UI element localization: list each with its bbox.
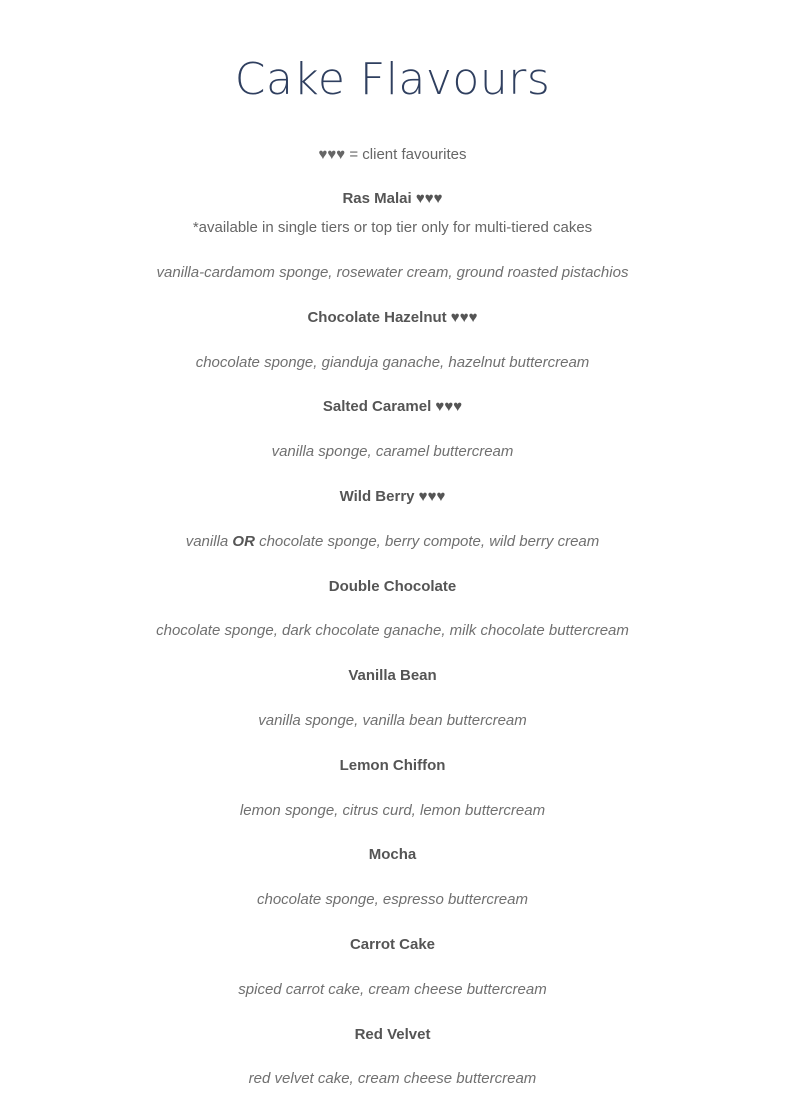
flavour-name: Salted Caramel ♥♥♥ [322, 398, 463, 415]
flavour-description: vanilla sponge, vanilla bean buttercream [258, 712, 527, 729]
description-prefix: vanilla [185, 533, 229, 550]
flavour-name: Vanilla Bean [348, 667, 437, 684]
flavour-description: spiced carrot cake, cream cheese buttercream [238, 981, 547, 998]
flavour-description: chocolate sponge, dark chocolate ganache, milk chocolate buttercream [156, 622, 629, 639]
flavour-name: Double Chocolate [328, 578, 457, 595]
description-suffix: chocolate sponge, berry compote, wild berry cream [259, 533, 600, 550]
flavour-name: Lemon Chiffon [339, 757, 446, 774]
flavour-description: vanilla sponge, caramel buttercream [271, 443, 514, 460]
flavour-name: Red Velvet [354, 1026, 431, 1043]
flavour-name: Mocha [368, 846, 417, 863]
flavour-note: *available in single tiers or top tier only for multi-tiered cakes [192, 219, 593, 236]
page-title: Cake Flavours [234, 54, 551, 105]
flavour-description [0, 532, 785, 552]
flavour-name: Carrot Cake [349, 936, 436, 953]
flavour-description: vanilla-cardamom sponge, rosewater cream, ground roasted pistachios [156, 264, 629, 281]
flavour-description: chocolate sponge, gianduja ganache, hazelnut buttercream [195, 354, 590, 371]
flavour-description: chocolate sponge, espresso buttercream [257, 891, 528, 908]
description-emphasis: OR [232, 533, 255, 550]
flavour-name: Wild Berry ♥♥♥ [339, 488, 446, 505]
flavour-description: lemon sponge, citrus curd, lemon buttercream [239, 802, 546, 819]
favourites-legend: ♥♥♥ = client favourites [318, 146, 467, 163]
flavour-name: Ras Malai ♥♥♥ [342, 190, 443, 207]
flavour-description: red velvet cake, cream cheese buttercream [248, 1070, 537, 1087]
flavour-name: Chocolate Hazelnut ♥♥♥ [307, 309, 478, 326]
